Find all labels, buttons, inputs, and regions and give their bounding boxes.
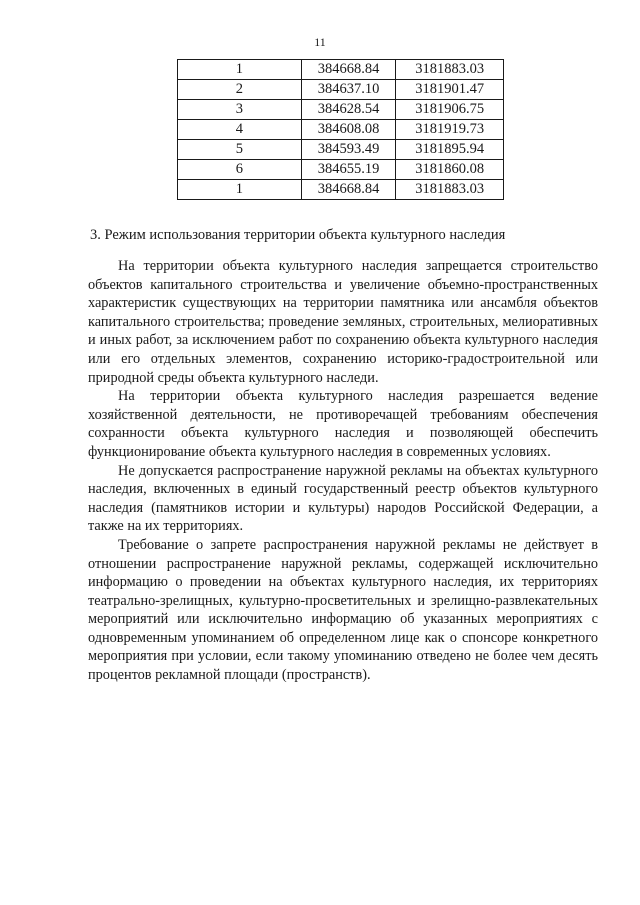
coordinates-table — [177, 59, 504, 200]
table-row — [178, 160, 504, 180]
point-number-cell: 4 — [178, 120, 302, 140]
x-coordinate-cell: 384608.08 — [301, 120, 396, 140]
x-coordinate-cell: 384668.84 — [301, 60, 396, 80]
y-coordinate-cell: 3181906.75 — [396, 100, 504, 120]
paragraph: Не допускается распространение наружной рекламы на объектах культурного наследия, включенных в единый государственный реестр объектов культурного наследия (памятников истории и культуры) народов Российской Федерации, а также на их территориях. — [88, 462, 598, 535]
y-coordinate-cell: 3181895.94 — [396, 140, 504, 160]
paragraph: Требование о запрете распространения наружной рекламы не действует в отношении распространение наружной рекламы, содержащей исключительно информацию о проведении на объектах культурного наследия, их территориях театрально-зрелищных, культурно-просветительных и зрелищно-развлекательных мероприятий или исключительно информацию об указанных мероприятиях с одновременным упоминанием об определенном лице как о спонсоре конкретного мероприятия при условии, если такому упоминанию отведено не более чем десять процентов рекламной площади (пространств). — [88, 536, 598, 684]
paragraph: На территории объекта культурного наследия запрещается строительство объектов капитального строительства и увеличение объемно-пространственных характеристик существующих на территории памятника или ансамбля объектов капитального строительства; проведение земляных, строительных, мелиоративных и иных работ, за исключением работ по сохранению объекта культурного наследия или его отдельных элементов, сохранению историко-градостроительной или природной среды объекта культурного наследи. — [88, 258, 598, 386]
coordinates-table-body — [178, 60, 504, 200]
x-coordinate-cell: 384668.84 — [301, 180, 396, 200]
table-row — [178, 120, 504, 140]
point-number-cell: 6 — [178, 160, 302, 180]
x-coordinate-cell: 384593.49 — [301, 140, 396, 160]
y-coordinate-cell: 3181919.73 — [396, 120, 504, 140]
table-row — [178, 60, 504, 80]
x-coordinate-cell: 384637.10 — [301, 80, 396, 100]
paragraph: На территории объекта культурного наследия разрешается ведение хозяйственной деятельности, не противоречащей требованиям обеспечения сохранности объекта культурного наследия и позволяющей обеспечить функционирование объекта культурного наследия в современных условиях. — [88, 388, 598, 460]
y-coordinate-cell: 3181901.47 — [396, 80, 504, 100]
section-heading: 3. Режим использования территории объекта культурного наследия — [90, 227, 506, 243]
point-number-cell: 1 — [178, 180, 302, 200]
table-row — [178, 140, 504, 160]
table-row — [178, 180, 504, 200]
y-coordinate-cell: 3181860.08 — [396, 160, 504, 180]
point-number-cell: 5 — [178, 140, 302, 160]
table-row — [178, 100, 504, 120]
x-coordinate-cell: 384628.54 — [301, 100, 396, 120]
table-row — [178, 80, 504, 100]
point-number-cell: 2 — [178, 80, 302, 100]
y-coordinate-cell: 3181883.03 — [396, 60, 504, 80]
y-coordinate-cell: 3181883.03 — [396, 180, 504, 200]
section-body — [88, 257, 598, 685]
point-number-cell: 3 — [178, 100, 302, 120]
page-number: 11 — [314, 35, 326, 49]
point-number-cell: 1 — [178, 60, 302, 80]
x-coordinate-cell: 384655.19 — [301, 160, 396, 180]
